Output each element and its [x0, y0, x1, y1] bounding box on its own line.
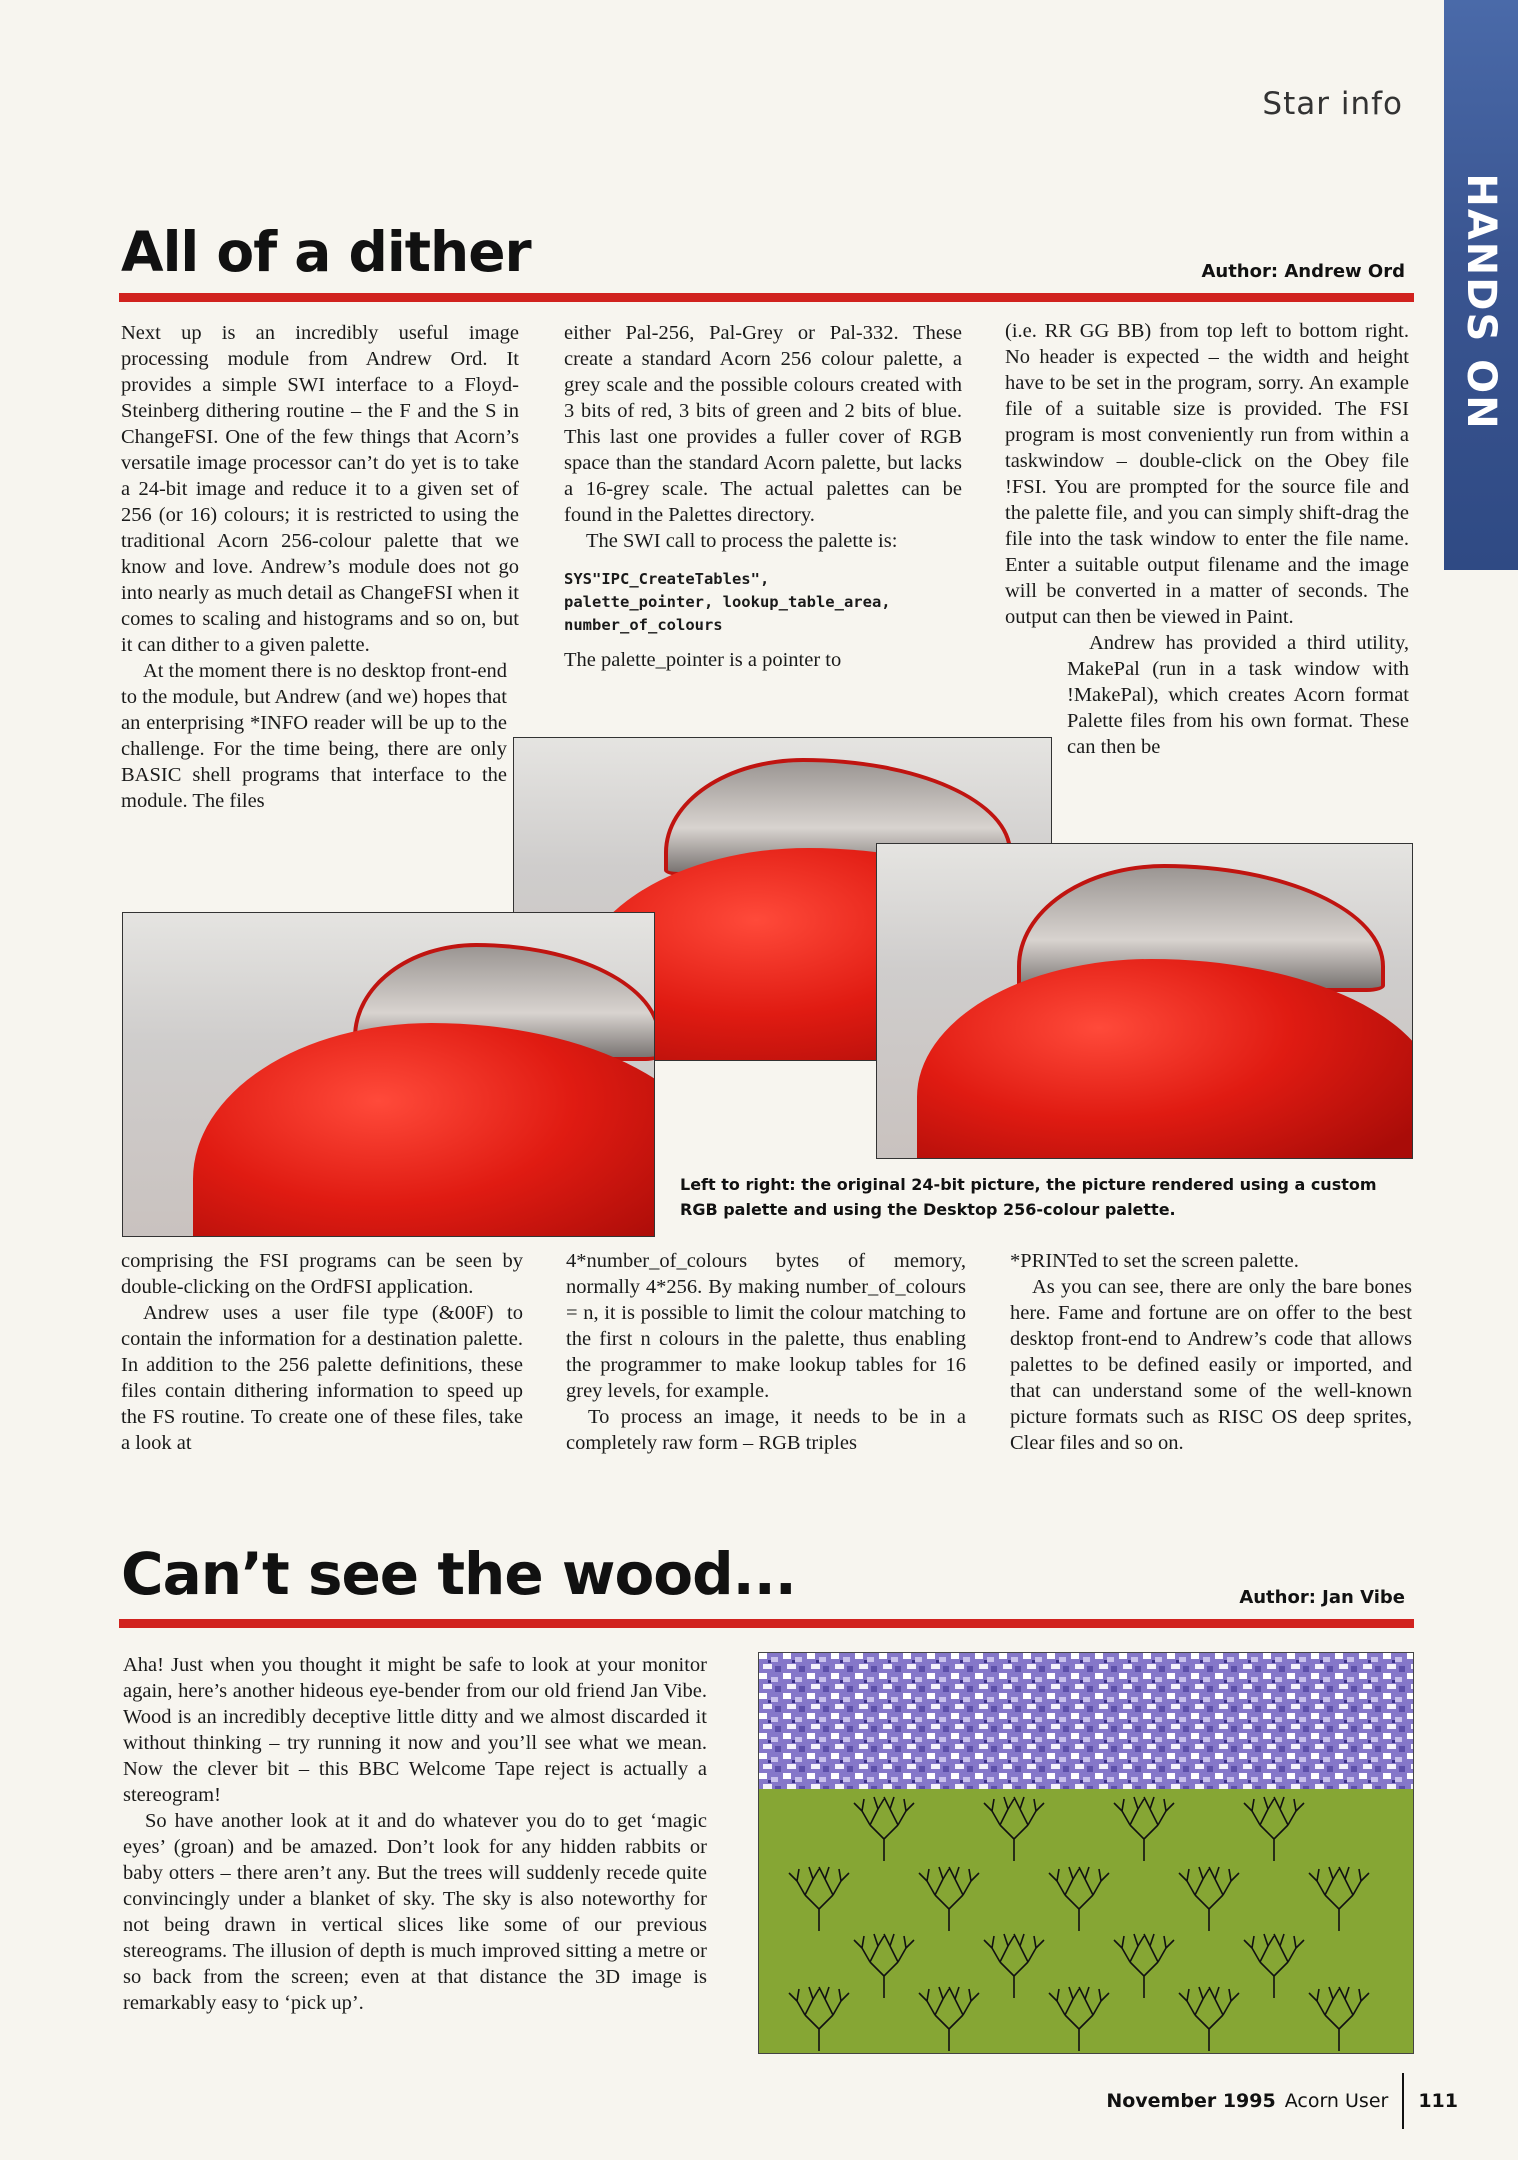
paragraph: either Pal-256, Pal-Grey or Pal-332. These create a standard Acorn 256 colour palette, a grey scale and the possible colours created with 3 bits of red, 3 bits of green and 2 bits of blue. This last one provides a fuller cover of RGB space than the standard Acorn palette, but lacks a 16-grey scale. The actual palettes can be found in the Palettes directory. — [564, 322, 962, 526]
stereogram-image — [758, 1652, 1414, 2054]
article-column-3-continued — [1010, 1248, 1412, 1456]
paragraph: *PRINTed to set the screen palette. — [1010, 1250, 1299, 1272]
title-rule — [119, 293, 1414, 302]
article-body — [123, 1652, 707, 2016]
page-number: 111 — [1418, 2090, 1458, 2112]
image-caption: Left to right: the original 24-bit picture, the picture rendered using a custom RGB palette and using the Desktop 256-colour palette. — [680, 1175, 1377, 1219]
car-body — [193, 1023, 655, 1237]
paragraph: To process an image, it needs to be in a completely raw form – RGB triples — [566, 1406, 966, 1454]
paragraph: comprising the FSI programs can be seen by double-clicking on the OrdFSI application. — [121, 1250, 523, 1298]
paragraph: Next up is an incredibly useful image processing module from Andrew Ord. It provides a simple SWI interface to a Floyd-Steinberg dithering routine – the F and the S in ChangeFSI. One of the few things that Acorn’s versatile image processor can’t do yet is to take a 24-bit image and reduce it to a given set of 256 (or 16) colours; it is restricted to using the traditional Acorn 256-colour palette that we know and love. Andrew’s module does not go into nearly as much detail as ChangeFSI when it comes to scaling and histograms and so on, but it can dither to a given palette. — [121, 322, 519, 656]
article-column-2 — [564, 320, 962, 673]
footer-divider — [1402, 2073, 1404, 2129]
title-rule — [119, 1619, 1414, 1628]
article-author: Author: Andrew Ord — [1201, 261, 1405, 282]
paragraph: 4*number_of_colours bytes of memory, normally 4*256. By making number_of_colours = n, it is possible to limit the colour matching to the first n colours in the palette, thus enabling the programmer to make lookup tables for 16 grey levels, for example. — [566, 1250, 966, 1402]
article-column-1-continued — [121, 1248, 523, 1456]
article-column-1 — [121, 320, 519, 814]
magazine-name: Acorn User — [1284, 2090, 1389, 2112]
car-photo-desktop-palette — [876, 843, 1413, 1159]
paragraph: (i.e. RR GG BB) from top left to bottom right. No header is expected – the width and height have to be set in the program, sorry. An example file of a suitable size is provided. The FSI program is most conveniently run from within a taskwindow – double-click on the Obey file !FSI. You are prompted for the source file and the palette file, and you can simply shift-drag the file into the task window to enter the file name. Enter a suitable output filename and the image will be converted in a matter of seconds. The output can then be viewed in Paint. — [1005, 320, 1409, 628]
issue-date: November 1995 — [1106, 2090, 1276, 2112]
paragraph: So have another look at it and do whatever you do to get ‘magic eyes’ (groan) and be amazed. Don’t look for any hidden rabbits or baby otters – there aren’t any. But the trees will suddenly recede quite convincingly under a blanket of sky. The sky is also noteworthy for not being drawn in vertical slices like some of our previous stereograms. The illusion of depth is much improved sitting a metre or so back from the screen; even at that distance the 3D image is remarkably easy to ‘pick up’. — [123, 1810, 707, 2014]
article-column-2-continued — [566, 1248, 966, 1456]
paragraph: Andrew has provided a third utility, MakePal (run in a task window with !MakePal), which creates Acorn format Palette files from his own format. These can then be — [1067, 632, 1409, 758]
section-label: Star info — [1262, 86, 1403, 122]
article-title: All of a dither — [121, 220, 531, 284]
article-column-3 — [1005, 318, 1409, 760]
paragraph: The SWI call to process the palette is: — [586, 530, 898, 552]
paragraph: The palette_pointer is a pointer to — [564, 649, 842, 671]
code-block: SYS"IPC_CreateTables", palette_pointer, lookup_table_area, number_of_colours — [564, 570, 891, 634]
car-photo-original — [122, 912, 655, 1237]
side-tab-label: HANDS ON — [1458, 173, 1504, 431]
page-footer — [1106, 2073, 1458, 2129]
side-tab — [1444, 0, 1518, 570]
article-title: Can’t see the wood... — [121, 1540, 796, 1608]
paragraph: As you can see, there are only the bare bones here. Fame and fortune are on offer to the best desktop front-end to Andrew’s code that allows palettes to be defined easily or imported, and that can understand some of the well-known picture formats such as RISC OS deep sprites, Clear files and so on. — [1010, 1276, 1412, 1454]
paragraph: Aha! Just when you thought it might be safe to look at your monitor again, here’s another hideous eye-bender from our old friend Jan Vibe. Wood is an incredibly deceptive little ditty and we almost discarded it without thinking – try running it now and you’ll see what we mean. Now the clever bit – this BBC Welcome Tape reject is actually a stereogram! — [123, 1654, 707, 1806]
article-author: Author: Jan Vibe — [1239, 1587, 1405, 1608]
paragraph: At the moment there is no desktop front-end to the module, but Andrew (and we) hopes that an enterprising *INFO reader will be up to the challenge. For the time being, there are only BASIC shell programs that interface to the module. The files — [121, 660, 507, 812]
paragraph: Andrew uses a user file type (&00F) to contain the information for a destination palette. In addition to the 256 palette definitions, these files contain dithering information to speed up the FS routine. To create one of these files, take a look at — [121, 1302, 523, 1454]
